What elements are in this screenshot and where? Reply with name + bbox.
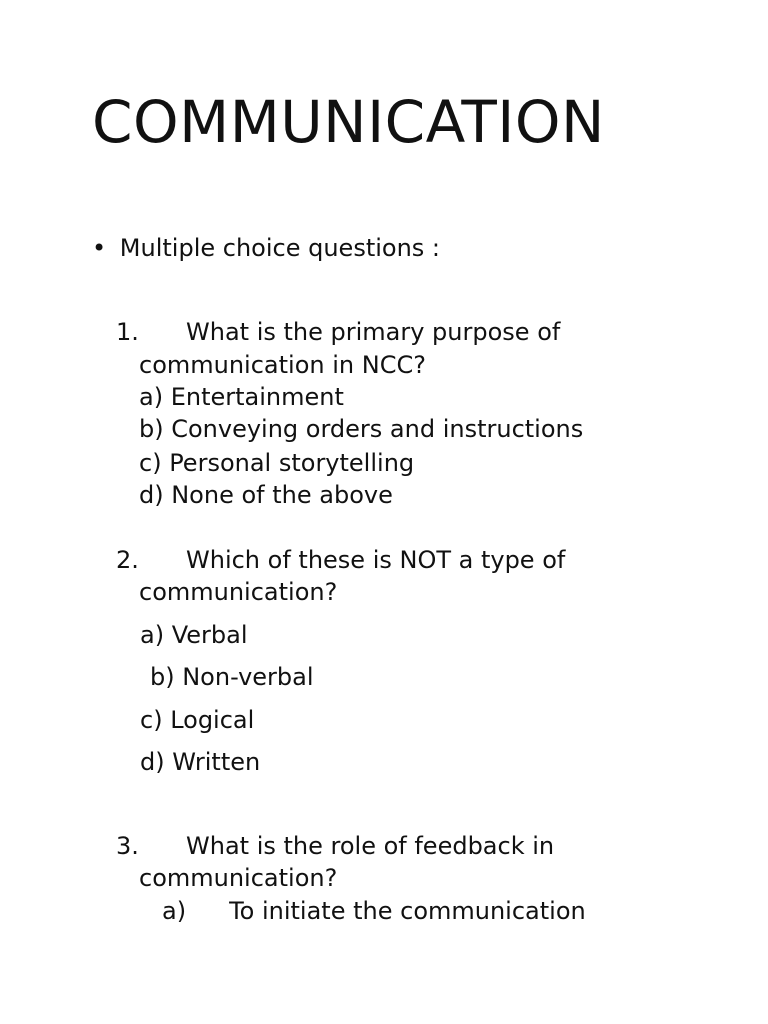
question-2-line1 [116, 544, 565, 576]
question-2-option-c: c) Logical [140, 706, 255, 734]
question-3-number: 3. [116, 832, 139, 860]
question-2-option-b: b) Non-verbal [150, 663, 314, 691]
question-1-option-c: c) Personal storytelling [139, 449, 415, 477]
question-2-option-a: a) Verbal [140, 621, 248, 649]
question-3-text: What is the role of feedback in [186, 832, 555, 860]
question-3-option-a-label: a) [162, 897, 187, 925]
question-1-option-a: a) Entertainment [139, 383, 344, 411]
question-1-option-d: d) None of the above [139, 481, 393, 509]
page-title: COMMUNICATION [92, 88, 605, 156]
question-2-number: 2. [116, 546, 139, 574]
question-2-text: Which of these is NOT a type of [186, 546, 566, 574]
question-2-option-d: d) Written [140, 748, 261, 776]
question-3-option-a-text: To initiate the communication [229, 897, 586, 925]
question-1-line2: communication in NCC? [139, 351, 426, 379]
question-2-line2: communication? [139, 578, 338, 606]
bullet-glyph: • [92, 234, 107, 262]
section-heading-text: Multiple choice questions : [119, 234, 441, 262]
question-1-number: 1. [116, 318, 139, 346]
question-3-line2: communication? [139, 864, 338, 892]
section-heading [92, 232, 440, 264]
question-3-option-a [162, 895, 586, 927]
question-1-option-b: b) Conveying orders and instructions [139, 415, 584, 443]
question-3-line1 [116, 830, 554, 862]
question-1-line1 [116, 316, 560, 348]
question-1-text: What is the primary purpose of [186, 318, 561, 346]
